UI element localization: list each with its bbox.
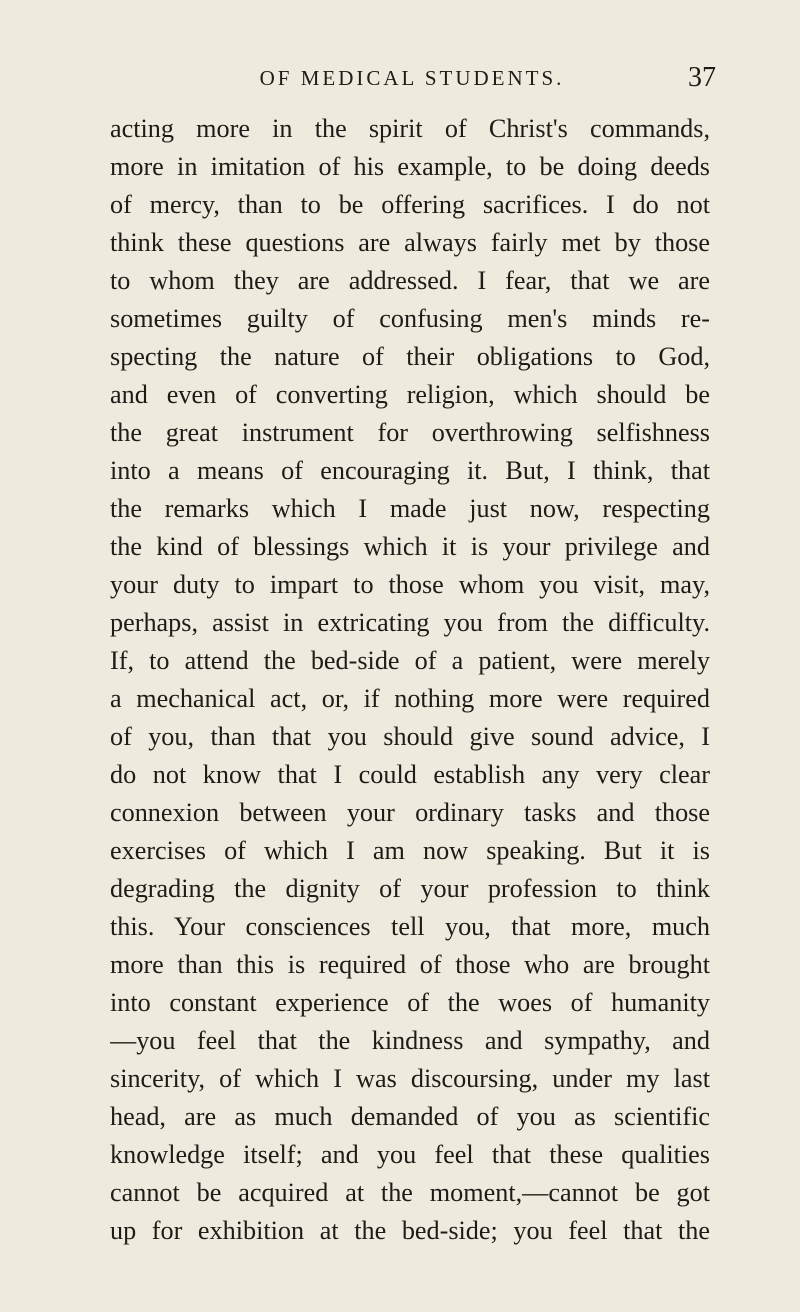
text-line: the great instrument for overthrowing selfishness [110,418,710,447]
text-line: your duty to impart to those whom you visit, may, [110,570,710,599]
running-title: OF MEDICAL STUDENTS. [259,66,565,90]
text-line: and even of converting religion, which should be [110,380,710,409]
text-line: sincerity, of which I was discoursing, under my last [110,1064,710,1093]
text-line: head, are as much demanded of you as scientific [110,1102,710,1131]
text-line: knowledge itself; and you feel that these qualities [110,1140,710,1169]
text-line: more than this is required of those who are brought [110,950,710,979]
text-line: —you feel that the kindness and sympathy, and [110,1026,710,1055]
text-line: exercises of which I am now speaking. But it is [110,836,710,865]
text-line: do not know that I could establish any very clear [110,760,710,789]
text-line: connexion between your ordinary tasks and those [110,798,710,827]
text-line: sometimes guilty of confusing men's minds re- [110,304,710,333]
text-line: the kind of blessings which it is your privilege and [110,532,710,561]
text-line: into constant experience of the woes of humanity [110,988,710,1017]
text-line: think these questions are always fairly met by those [110,228,710,257]
text-line: up for exhibition at the bed-side; you feel that the [110,1216,710,1245]
text-line: a mechanical act, or, if nothing more were required [110,684,710,713]
text-line: perhaps, assist in extricating you from the difficulty. [110,608,710,637]
page-number: 37 [688,62,716,93]
text-line: acting more in the spirit of Christ's commands, [110,114,710,143]
text-line: If, to attend the bed-side of a patient, were merely [110,646,710,675]
text-line: of you, than that you should give sound advice, I [110,722,710,751]
text-line: this. Your consciences tell you, that more, much [110,912,710,941]
text-line: specting the nature of their obligations to God, [110,342,710,371]
text-line: into a means of encouraging it. But, I think, that [110,456,710,485]
text-line: cannot be acquired at the moment,—cannot be got [110,1178,710,1207]
text-line: the remarks which I made just now, respecting [110,494,710,523]
text-line: of mercy, than to be offering sacrifices. I do not [110,190,710,219]
text-line: to whom they are addressed. I fear, that we are [110,266,710,295]
text-line: more in imitation of his example, to be doing deeds [110,152,710,181]
body-text [110,110,710,1250]
text-line: degrading the dignity of your profession to think [110,874,710,903]
running-head [0,58,800,98]
